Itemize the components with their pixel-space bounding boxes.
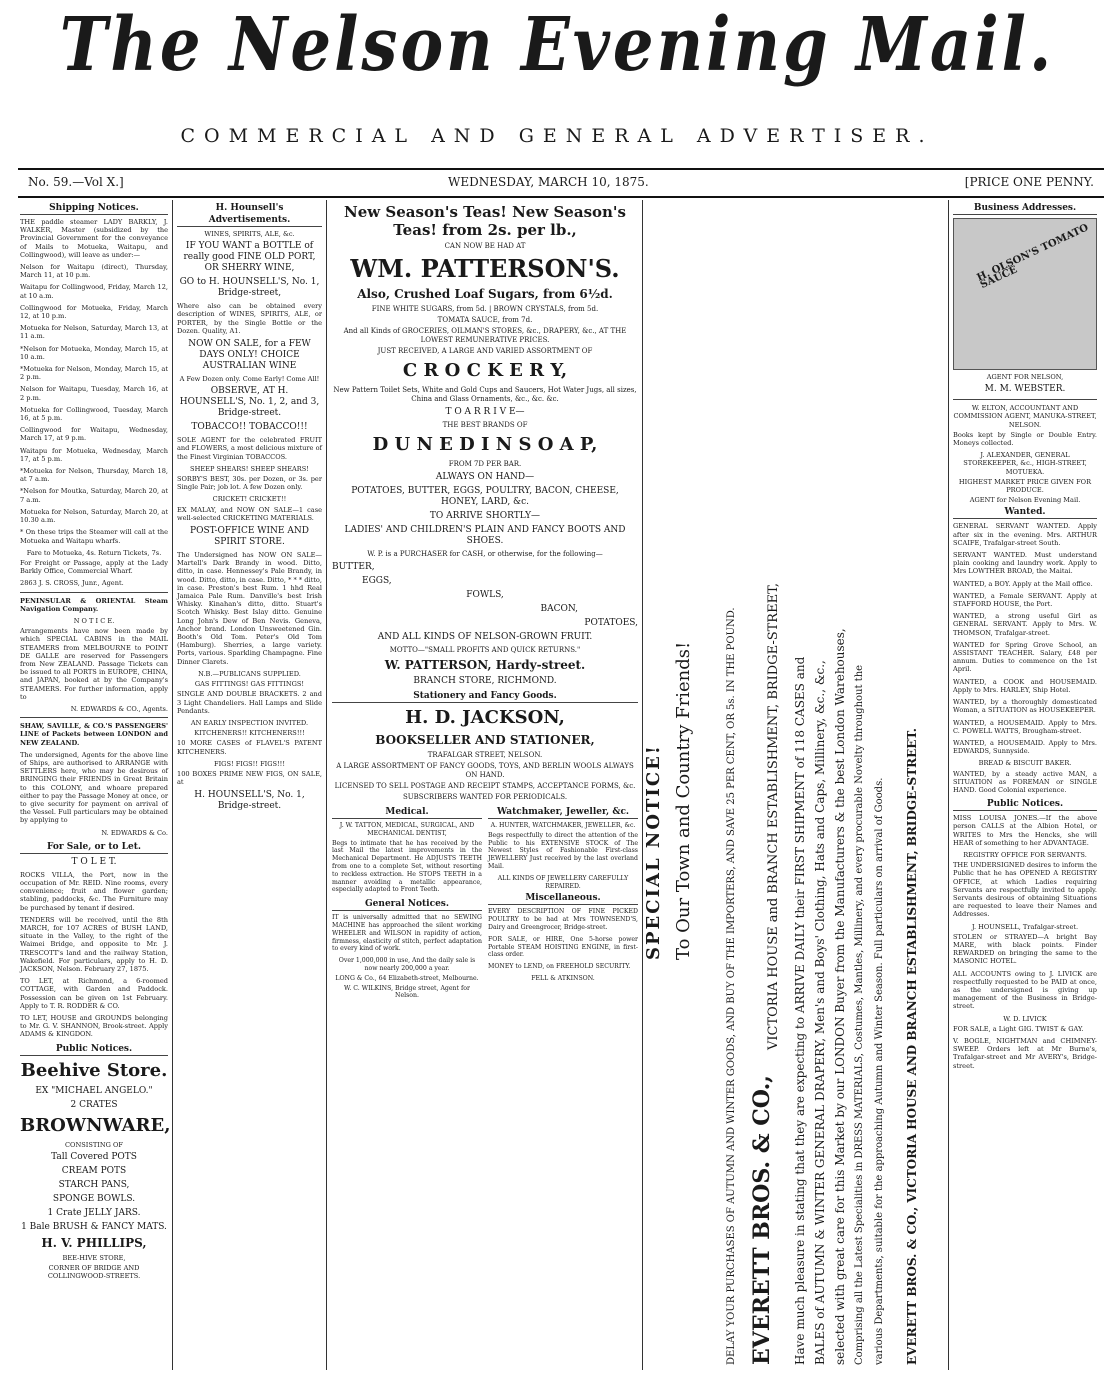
- kitchen: KITCHENERS!! KITCHENERS!!!: [194, 729, 305, 738]
- over-million: Over 1,000,000 in use, And the daily sale is now nearly 200,000 a year.: [338, 957, 476, 972]
- sauce-bottles-picture: [953, 218, 1097, 370]
- item: Tall Covered POTS: [51, 1151, 137, 1162]
- divider: [953, 399, 1097, 400]
- early: AN EARLY INSPECTION INVITED.: [190, 718, 309, 727]
- tobacco-ad: TOBACCO!! TOBACCO!!!: [191, 422, 308, 433]
- to-arrive: T O A R R I V E—: [445, 407, 525, 417]
- wanted-item: WANTED for Spring Grove School, an ASSISTANT TEACHER. Salary, £48 per annum. Duties to commence on the 1st April.: [953, 640, 1097, 674]
- fares: Fare to Motueka, 4s. Return Tickets, 7s.: [26, 548, 162, 557]
- tenders: TENDERS will be received, until the 8th MARCH, for 107 ACRES of BUSH LAND, situate in the Valley, to the right of the Waimei Bridge, and opposite to Mr. J. TRESCOTT's land and the railway Station, Wakefield. For particulars, apply to H. D. JACKSON, Nelson. February 27, 1875.: [20, 915, 168, 974]
- patterson-sign: W. PATTERSON, Hardy-street.: [384, 658, 586, 672]
- po-store: POST-OFFICE WINE AND SPIRIT STORE.: [190, 526, 309, 548]
- signature: N. EDWARDS & Co.: [101, 828, 168, 837]
- schedule-item: Collingwood for Waitapu, Wednesday, March 17, at 9 p.m.: [20, 426, 168, 443]
- everett-line: selected with great care for this Market by our LONDON Buyer from the Manufacturers & the best London Warehouses,: [833, 628, 847, 1365]
- bottle-ad: IF YOU WANT a BOTTLE of really good FINE OLD PORT, OR SHERRY WINE,: [183, 241, 316, 274]
- wanted-item: GENERAL SERVANT WANTED. Apply after six in the evening. Mrs. ARTHUR SCAIFE, Trafalgar-street South.: [953, 522, 1097, 547]
- white-sugar: FINE WHITE SUGARS, from 5d. | BROWN CRYSTALS, from 5d.: [371, 305, 599, 313]
- everett-footer: EVERETT BROS. & CO., VICTORIA HOUSE AND BRANCH ESTABLISHMENT, BRIDGE-STREET.: [905, 728, 919, 1365]
- special-notice: SPECIAL NOTICE!: [643, 744, 664, 960]
- issue-date: WEDNESDAY, MARCH 10, 1875.: [448, 175, 649, 189]
- section-heading: General Notices.: [332, 898, 482, 911]
- everett-line: BALES of AUTUMN & WINTER GENERAL DRAPERY, Men's and Boys' Clothing, Hats and Caps, Millinery, &c., &c.,: [813, 660, 827, 1365]
- trafalgar: TRAFALGAR STREET, NELSON.: [427, 751, 543, 759]
- divider: [20, 592, 168, 593]
- section-heading: Medical.: [332, 806, 482, 819]
- wanted-item: WANTED, by a thoroughly domesticated Woman, a SITUATION as HOUSEKEEPER.: [953, 698, 1097, 715]
- purchaser: W. P. is a PURCHASER for CASH, or otherwise, for the following—: [367, 550, 603, 558]
- victoria-house: VICTORIA HOUSE and BRANCH ESTABLISHMENT, BRIDGE-STREET,: [766, 583, 781, 1050]
- friends-text: To Our Town and Country Friends!: [673, 641, 694, 960]
- wanted-item: WANTED, a COOK and HOUSEMAID. Apply to Mrs. HARLEY, Ship Hotel.: [953, 677, 1097, 694]
- wanted-item: WANTED, a strong useful Girl as GENERAL SERVANT. Apply to Mrs. W. THOMSON, Trafalgar-street.: [953, 612, 1097, 637]
- where-ad: Where also can be obtained every description of WINES, SPIRITS, ALE, or PORTER, by the Single Bottle or the Dozen. Quality, A1.: [177, 302, 322, 335]
- sole-agent: SOLE AGENT for the celebrated FRUIT and FLOWERS, a most delicious mixture of the Finest Virginian TOBACCOS.: [177, 436, 322, 461]
- buy-item: FOWLS,: [466, 590, 504, 600]
- wanted-item: WANTED, a HOUSEMAID. Apply to Mrs. C. POWELL WATTS, Brougham-street.: [953, 718, 1097, 735]
- crockery: C R O C K E R Y,: [402, 360, 568, 381]
- had-at: CAN NOW BE HAD AT: [444, 242, 526, 250]
- registry: REGISTRY OFFICE FOR SERVANTS.: [963, 850, 1087, 859]
- always: ALWAYS ON HAND—: [435, 472, 535, 482]
- richmond-cottage: TO LET, at Richmond, a 6-roomed COTTAGE, with Garden and Paddock. Possession can be given on 1st February. Apply to T. R. RODDER & CO.: [20, 977, 168, 1010]
- shears: SHEEP SHEARS! SHEEP SHEARS!: [190, 464, 309, 473]
- hunter: A. HUNTER, WATCHMAKER, JEWELLER, &c.: [490, 822, 636, 829]
- agent-mail: AGENT for Nelson Evening Mail.: [969, 496, 1081, 505]
- section-heading: Shipping Notices.: [20, 202, 168, 215]
- potatoes: POTATOES, BUTTER, EGGS, POULTRY, BACON, CHEESE, HONEY, LARD, &c.: [351, 486, 619, 507]
- sorby: SORBY'S BEST, 30s. per Dozen, or 3s. per Single Pair; job lot. A few Dozen only.: [177, 475, 322, 492]
- freight: For Freight or Passage, apply at the Lady Barkly Office, Commercial Wharf.: [20, 558, 168, 576]
- schedule-item: Nelson for Waitapu, Tuesday, March 16, at 2 p.m.: [20, 385, 168, 402]
- column-hounsell: [177, 200, 322, 1370]
- brownware: BROWNWARE,: [20, 1114, 171, 1136]
- gas: GAS FITTINGS! GAS FITTINGS!: [194, 680, 305, 689]
- alexander: J. ALEXANDER, GENERAL STOREKEEPER, &c., HIGH-STREET, MOTUEKA.: [963, 451, 1087, 476]
- goto-ad: GO to H. HOUNSELL'S, No. 1, Bridge-street,: [179, 277, 320, 299]
- patterson-title: WM. PATTERSON'S.: [350, 254, 620, 283]
- house-to-let: TO LET, HOUSE and GROUNDS belonging to Mr. G. V. SHANNON, Brook-street. Apply ADAMS & KINGDON.: [20, 1014, 168, 1039]
- tomato-sauce: TOMATA SAUCE, from 7d.: [437, 316, 533, 324]
- nelson-fruit: AND ALL KINDS OF NELSON-GROWN FRUIT.: [377, 632, 593, 642]
- shaw-heading: SHAW, SAVILLE, & CO.'S PASSENGERS' LINE of Packets between LONDON and NEW ZEALAND.: [20, 722, 168, 747]
- figs: FIGS! FIGS!! FIGS!!!: [214, 759, 285, 768]
- wanted-item: WANTED, a Female SERVANT. Apply at STAFFORD HOUSE, the Port.: [953, 591, 1097, 609]
- bottle-label: H. OLSON'S TOMATO SAUCE: [975, 222, 1091, 292]
- lady-barkly-ad: THE paddle steamer LADY BARKLY, J. WALKER, Master (subsidized by the Provincial Government for the conveyance of Mails to Motueka, Waitapu, and Collingwood), will leave as under:—: [20, 218, 168, 259]
- brands: THE BEST BRANDS OF: [442, 421, 528, 429]
- cricket: CRICKET! CRICKET!!: [212, 495, 287, 504]
- column-shipping: [20, 200, 171, 1370]
- shortly: TO ARRIVE SHORTLY—: [429, 511, 541, 521]
- wilkins: W. C. WILKINS, Bridge street, Agent for Nelson.: [344, 984, 470, 1000]
- everett-line: Have much pleasure in stating that they are expecting to ARRIVE DAILY their FIRST SHIPMENT of 118 CASES and: [793, 656, 807, 1365]
- livick: W. D. LIVICK: [1003, 1014, 1047, 1023]
- price-bar: FROM 7D PER BAR.: [448, 460, 522, 468]
- long-co: LONG & Co., 64 Elizabeth-street, Melbourne.: [335, 974, 479, 982]
- everett-line: various Departments, suitable for the approaching Autumn and Winter Season. Full particulars on arrival of Goods.: [874, 777, 885, 1365]
- watch-col: [488, 804, 638, 1002]
- schedule-item: *Nelson for Moutka, Saturday, March 20, at 7 a.m.: [20, 487, 168, 504]
- ex-ship: EX "MICHAEL ANGELO.": [35, 1085, 153, 1096]
- groceries: And all Kinds of GROCERIES, OILMAN'S STORES, &c., DRAPERY, &c., AT THE LOWEST REMUNERATIVE PRICES.: [343, 327, 627, 344]
- lower-split: [332, 804, 638, 1002]
- highest: HIGHEST MARKET PRICE GIVEN FOR PRODUCE.: [958, 477, 1092, 495]
- bogle: V. BOGLE, NIGHTMAN and CHIMNEY-SWEEP. Orders left at Mr Burne's, Trafalgar-street and Mr AVERY's, Bridge-street.: [953, 1037, 1097, 1070]
- assortment: A LARGE ASSORTMENT OF FANCY GOODS, TOYS, AND BERLIN WOOLS ALWAYS ON HAND.: [336, 762, 634, 779]
- wanted-item: SERVANT WANTED. Must understand plain cooking and laundry work. Apply to Mrs LOWTHER BROAD, the Maitai.: [953, 551, 1097, 576]
- ten-cases: 10 MORE CASES of FLAVEL'S PATENT KITCHENERS.: [177, 739, 322, 756]
- signature: 2863 J. S. CROSS, Junr., Agent.: [20, 579, 124, 588]
- schedule-item: Motueka for Nelson, Saturday, March 20, at 10.30 a.m.: [20, 507, 168, 525]
- hounsell-sign: H. HOUNSELL'S, No. 1, Bridge-street.: [194, 790, 305, 812]
- column-business: [953, 200, 1097, 1370]
- bread: BREAD & BISCUIT BAKER.: [978, 759, 1072, 768]
- hunter-text: Begs respectfully to direct the attention of the Public to his EXTENSIVE STOCK of The Newest Styles of Fashionable First-class JEWELLERY Just received by the last overland Mail.: [488, 831, 638, 870]
- column-rule: [172, 200, 173, 1370]
- accounts: ALL ACCOUNTS owing to J. LIVICK are respectfully requested to be PAID at once, as the undersigned is giving up management of the Business in Bridge-street.: [953, 969, 1097, 1011]
- beehive-store: BEE-HIVE STORE,: [62, 1253, 126, 1262]
- column-rule: [948, 200, 949, 1370]
- schedule-item: *Motueka for Nelson, Monday, March 15, at 2 p.m.: [20, 365, 168, 382]
- corner: CORNER OF BRIDGE AND COLLINGWOOD-STREETS.: [47, 1264, 141, 1281]
- gig: FOR SALE, a Light GIG. TWIST & GAY.: [953, 1024, 1084, 1033]
- steam-engine: FOR SALE, or HIRE, One 5-horse power Portable STEAM HOISTING ENGINE, in first-class order.: [488, 935, 638, 959]
- few-ad: A Few Dozen only. Come Early! Come All!: [179, 375, 320, 384]
- medical-col: [332, 804, 482, 1002]
- buy-item: BUTTER,: [332, 562, 375, 572]
- tatton-text: Begs to intimate that he has received by the last Mail the latest improvements in the Mechanical Department. He ADJUSTS TEETH from one to a complete Set, without resorting to reckless extraction. He STOPS TEETH in a manner avoiding a metallic appearance, especially adapted to Front Teeth.: [332, 839, 482, 894]
- section-heading: Watchmaker, Jeweller, &c.: [488, 806, 638, 819]
- stolen: STOLEN or STRAYED—A bright Bay MARE, with black points. Finder REWARDED on bringing the same to the MASONIC HOTEL.: [953, 932, 1097, 966]
- ladies-boots: LADIES' AND CHILDREN'S PLAIN AND FANCY BOOTS AND SHOES.: [344, 525, 626, 546]
- item: CREAM POTS: [61, 1165, 127, 1176]
- item: STARCH PANS,: [58, 1179, 130, 1190]
- exmalay: EX MALAY, and NOW ON SALE—1 case well-selected CRICKETING MATERIALS.: [177, 505, 322, 522]
- issue-number: No. 59.—Vol X.]: [28, 175, 124, 189]
- column-everett: [643, 200, 944, 1370]
- crates: 2 CRATES: [70, 1099, 118, 1110]
- everett-line: Comprising all the Latest Specialities in DRESS MATERIALS, Costumes, Mantles, Millinery, and every procurable Novelty throughout the: [854, 664, 865, 1365]
- section-heading: Business Addresses.: [953, 202, 1097, 215]
- po-text: Arrangements have now been made by which SPECIAL CABINS in the MAIL STEAMERS from MELBOURNE to POINT DE GALLE are reserved for Passengers from New ZEALAND. Passage Tickets can be issued to all PORTS in EUROPE, CHINA, and JAPAN, booked at by the Company's STEAMERS. For further information, apply to: [20, 627, 168, 701]
- agent: AGENT FOR NELSON,: [986, 373, 1064, 381]
- poultry: EVERY DESCRIPTION OF FINE PICKED POULTRY to be had at Mrs TOWNSEND'S, Dairy and Greengrocer, Bridge-street.: [488, 908, 638, 931]
- schedule-item: Motueka for Collingwood, Tuesday, March 16, at 5 p.m.: [20, 405, 168, 423]
- section-heading: Public Notices.: [953, 798, 1097, 811]
- sale-ad: NOW ON SALE, for a FEW DAYS ONLY! CHOICE AUSTRALIAN WINE: [188, 339, 311, 372]
- licensed: LICENSED TO SELL POSTAGE AND RECEIPT STAMPS, ACCEPTANCE FORMS, &c.: [334, 782, 636, 790]
- schedule-item: Waitapu for Motueka, Wednesday, March 17, at 5 p.m.: [20, 446, 168, 463]
- masthead-subtitle: COMMERCIAL AND GENERAL ADVERTISER.: [180, 125, 934, 147]
- buy-item: POTATOES,: [584, 618, 638, 628]
- dateline: [18, 168, 1104, 198]
- column-patterson: [332, 200, 638, 1370]
- sewing: IT is universally admitted that no SEWING MACHINE has approached the silent working WHEELER and WILSON in rapidity of action, firmness, elasticity of stitch, perfect adaptation to every kind of work.: [332, 914, 482, 953]
- hundred-boxes: 100 BOXES PRIME NEW FIGS, ON SALE, at: [177, 769, 322, 787]
- column-rule: [326, 200, 327, 1370]
- section-heading: For Sale, or to Let.: [20, 841, 168, 854]
- masthead: [0, 0, 1114, 147]
- section-heading: H. Hounsell's Advertisements.: [177, 202, 322, 227]
- jackson: H. D. JACKSON,: [405, 707, 565, 728]
- elton: W. ELTON, ACCOUNTANT AND COMMISSION AGENT, MANUKA-STREET, NELSON.: [953, 404, 1097, 429]
- delay-text: DELAY YOUR PURCHASES OF AUTUMN AND WINTER GOODS, AND BUY OF THE IMPORTERS, AND SAVE 25 PER CENT, OR 5s. IN THE POUND.: [726, 607, 737, 1365]
- schedule-item: Waitapu for Collingwood, Friday, March 12, at 10 a.m.: [20, 283, 168, 300]
- comprising: New Pattern Toilet Sets, White and Gold Cups and Saucers, Hot Water Jugs, all sizes, China and Glass Ornaments, &c., &c. &c.: [333, 386, 637, 403]
- notice: N O T I C E.: [73, 616, 115, 625]
- webster: M. M. WEBSTER.: [984, 384, 1066, 395]
- subscribers: SUBSCRIBERS WANTED FOR PERIODICALS.: [402, 793, 568, 801]
- teas: New Season's Teas! New Season's Teas! from 2s. per lb.,: [344, 203, 626, 239]
- money: MONEY to LEND, on FREEHOLD SECURITY.: [488, 963, 631, 971]
- consisting: CONSISTING OF: [65, 1140, 123, 1149]
- hounsell: J. HOUNSELL, Trafalgar-street.: [971, 922, 1079, 931]
- soap: D U N E D I N S O A P,: [372, 434, 598, 455]
- wanted-item: WANTED, a HOUSEMAID. Apply to Mrs. EDWARDS, Sunnyside.: [953, 738, 1097, 756]
- schedule-item: Motueka for Nelson, Saturday, March 13, at 11 a.m.: [20, 324, 168, 341]
- wines: WINES, SPIRITS, ALE, &c.: [204, 230, 295, 238]
- jelly: 1 Crate JELLY JARS.: [47, 1207, 141, 1218]
- schedule-item: *Motueka for Nelson, Thursday, March 18, at 7 a.m.: [20, 467, 168, 484]
- po-store-text: The Undersigned has NOW ON SALE—Martell's Dark Brandy in wood. Ditto, ditto, in case. Hennessey's Pale Brandy, in wood. Ditto, ditto, in case. Ditto, * * * ditto, in case. Preston's best Rum. 1 hhd Real Jamaica Pale Rum. Danville's best Irish Whisky. Kinahan's ditto, ditto. Stuart's Scotch Whisky. Best Islay ditto. Genuine Long John's Dew of Ben Nevis. Geneva, Anchor brand. London Unsweetened Gin. Booth's Old Tom. Peter's Old Tom (Hamburg). Sherries, a large variety. Ports, various. Sparkling Champagne. Fine Dinner Clarets.: [177, 551, 322, 666]
- beehive-title: Beehive Store.: [20, 1059, 168, 1081]
- wanted-item: WANTED, a BOY. Apply at the Mail office.: [953, 579, 1093, 588]
- publicans: N.B.—PUBLICANS SUPPLIED.: [198, 669, 301, 678]
- buy-item: EGGS,: [362, 576, 392, 586]
- masthead-title: The Nelson Evening Mail.: [59, 2, 1055, 89]
- section-heading: Public Notices.: [20, 1043, 168, 1056]
- shaw-text: The undersigned, Agents for the above line of Ships, are authorised to ARRANGE with SETTLERS here, who may be desirous of BRINGING their FRIENDS in Great Britain to this COLONY, and whoare prepared either to pay the Passage Money at once, or to give security for payment on arrival of the Vessel. Full particulars may be obtained by applying to: [20, 750, 168, 825]
- received: JUST RECEIVED, A LARGE AND VARIED ASSORTMENT OF: [377, 347, 593, 355]
- rocks-villa: ROCKS VILLA, the Port, now in the occupation of Mr. REID. Nine rooms, every convenience; fruit and flower garden; stabling, paddocks, &c. The Furniture may be purchased by tenant if desired.: [20, 870, 168, 912]
- brush: 1 Bale BRUSH & FANCY MATS.: [21, 1221, 167, 1232]
- item: SPONGE BOWLS.: [52, 1193, 136, 1204]
- everett-title: EVERETT BROS. & CO.,: [749, 1075, 775, 1365]
- brackets: SINGLE AND DOUBLE BRACKETS. 2 and 3 Light Chandeliers. Hall Lamps and Slide Pendants.: [177, 690, 322, 715]
- schedule-item: Collingwood for Motueka, Friday, March 12, at 10 p.m.: [20, 303, 168, 321]
- bookseller: BOOKSELLER AND STATIONER,: [375, 733, 595, 747]
- to-let: T O L E T.: [71, 856, 117, 867]
- observe-ad: OBSERVE, AT H. HOUNSELL'S, No. 1, 2, and 3, Bridge-street.: [179, 386, 320, 419]
- tatton: J. W. TATTON, MEDICAL, SURGICAL, AND MECHANICAL DENTIST,: [339, 822, 475, 837]
- schedule-item: Nelson for Waitapu (direct), Thursday, March 11, at 10 p.m.: [20, 263, 168, 280]
- section-heading: Miscellaneous.: [488, 892, 638, 905]
- sugar: Also, Crushed Loaf Sugars, from 6½d.: [357, 287, 613, 301]
- repaired: ALL KINDS OF JEWELLERY CAREFULLY REPAIRED.: [497, 874, 629, 890]
- signature: N. EDWARDS & CO., Agents.: [70, 704, 168, 713]
- note: * On these trips the Steamer will call at the Motueka and Waitapu wharfs.: [20, 528, 168, 545]
- schedule-item: *Nelson for Motueka, Monday, March 15, at 10 a.m.: [20, 344, 168, 361]
- divider: [20, 717, 168, 718]
- registry-text: THE UNDERSIGNED desires to inform the Public that he has OPENED A REGISTRY OFFICE, at which Ladies requiring Servants are respectfully invited to apply. Servants desirous of obtaining Situations are requested to leave their Names and Addresses.: [953, 861, 1097, 919]
- fell: FELL & ATKINSON.: [531, 974, 595, 982]
- section-heading: Stationery and Fancy Goods.: [332, 690, 638, 703]
- jones: MISS LOUISA JONES.—If the above person CALLS at the Albion Hotel, or WRITES to Mrs the Hencks, she will HEAR of something to her ADVANTAGE.: [953, 814, 1097, 847]
- branch: BRANCH STORE, RICHMOND.: [413, 676, 557, 686]
- phillips: H. V. PHILLIPS,: [41, 1235, 147, 1250]
- section-heading: Wanted.: [953, 506, 1097, 519]
- issue-price: [PRICE ONE PENNY.: [964, 175, 1094, 189]
- wanted-man: WANTED, by a steady active MAN, a SITUATION as FOREMAN or SINGLE HAND. Good Colonial experience.: [953, 769, 1097, 794]
- motto: MOTTO—"SMALL PROFITS AND QUICK RETURNS.": [389, 646, 581, 654]
- po-heading: PENINSULAR & ORIENTAL Steam Navigation Company.: [20, 596, 168, 613]
- books: Books kept by Single or Double Entry. Moneys collected.: [953, 430, 1097, 448]
- buy-item: BACON,: [540, 604, 578, 614]
